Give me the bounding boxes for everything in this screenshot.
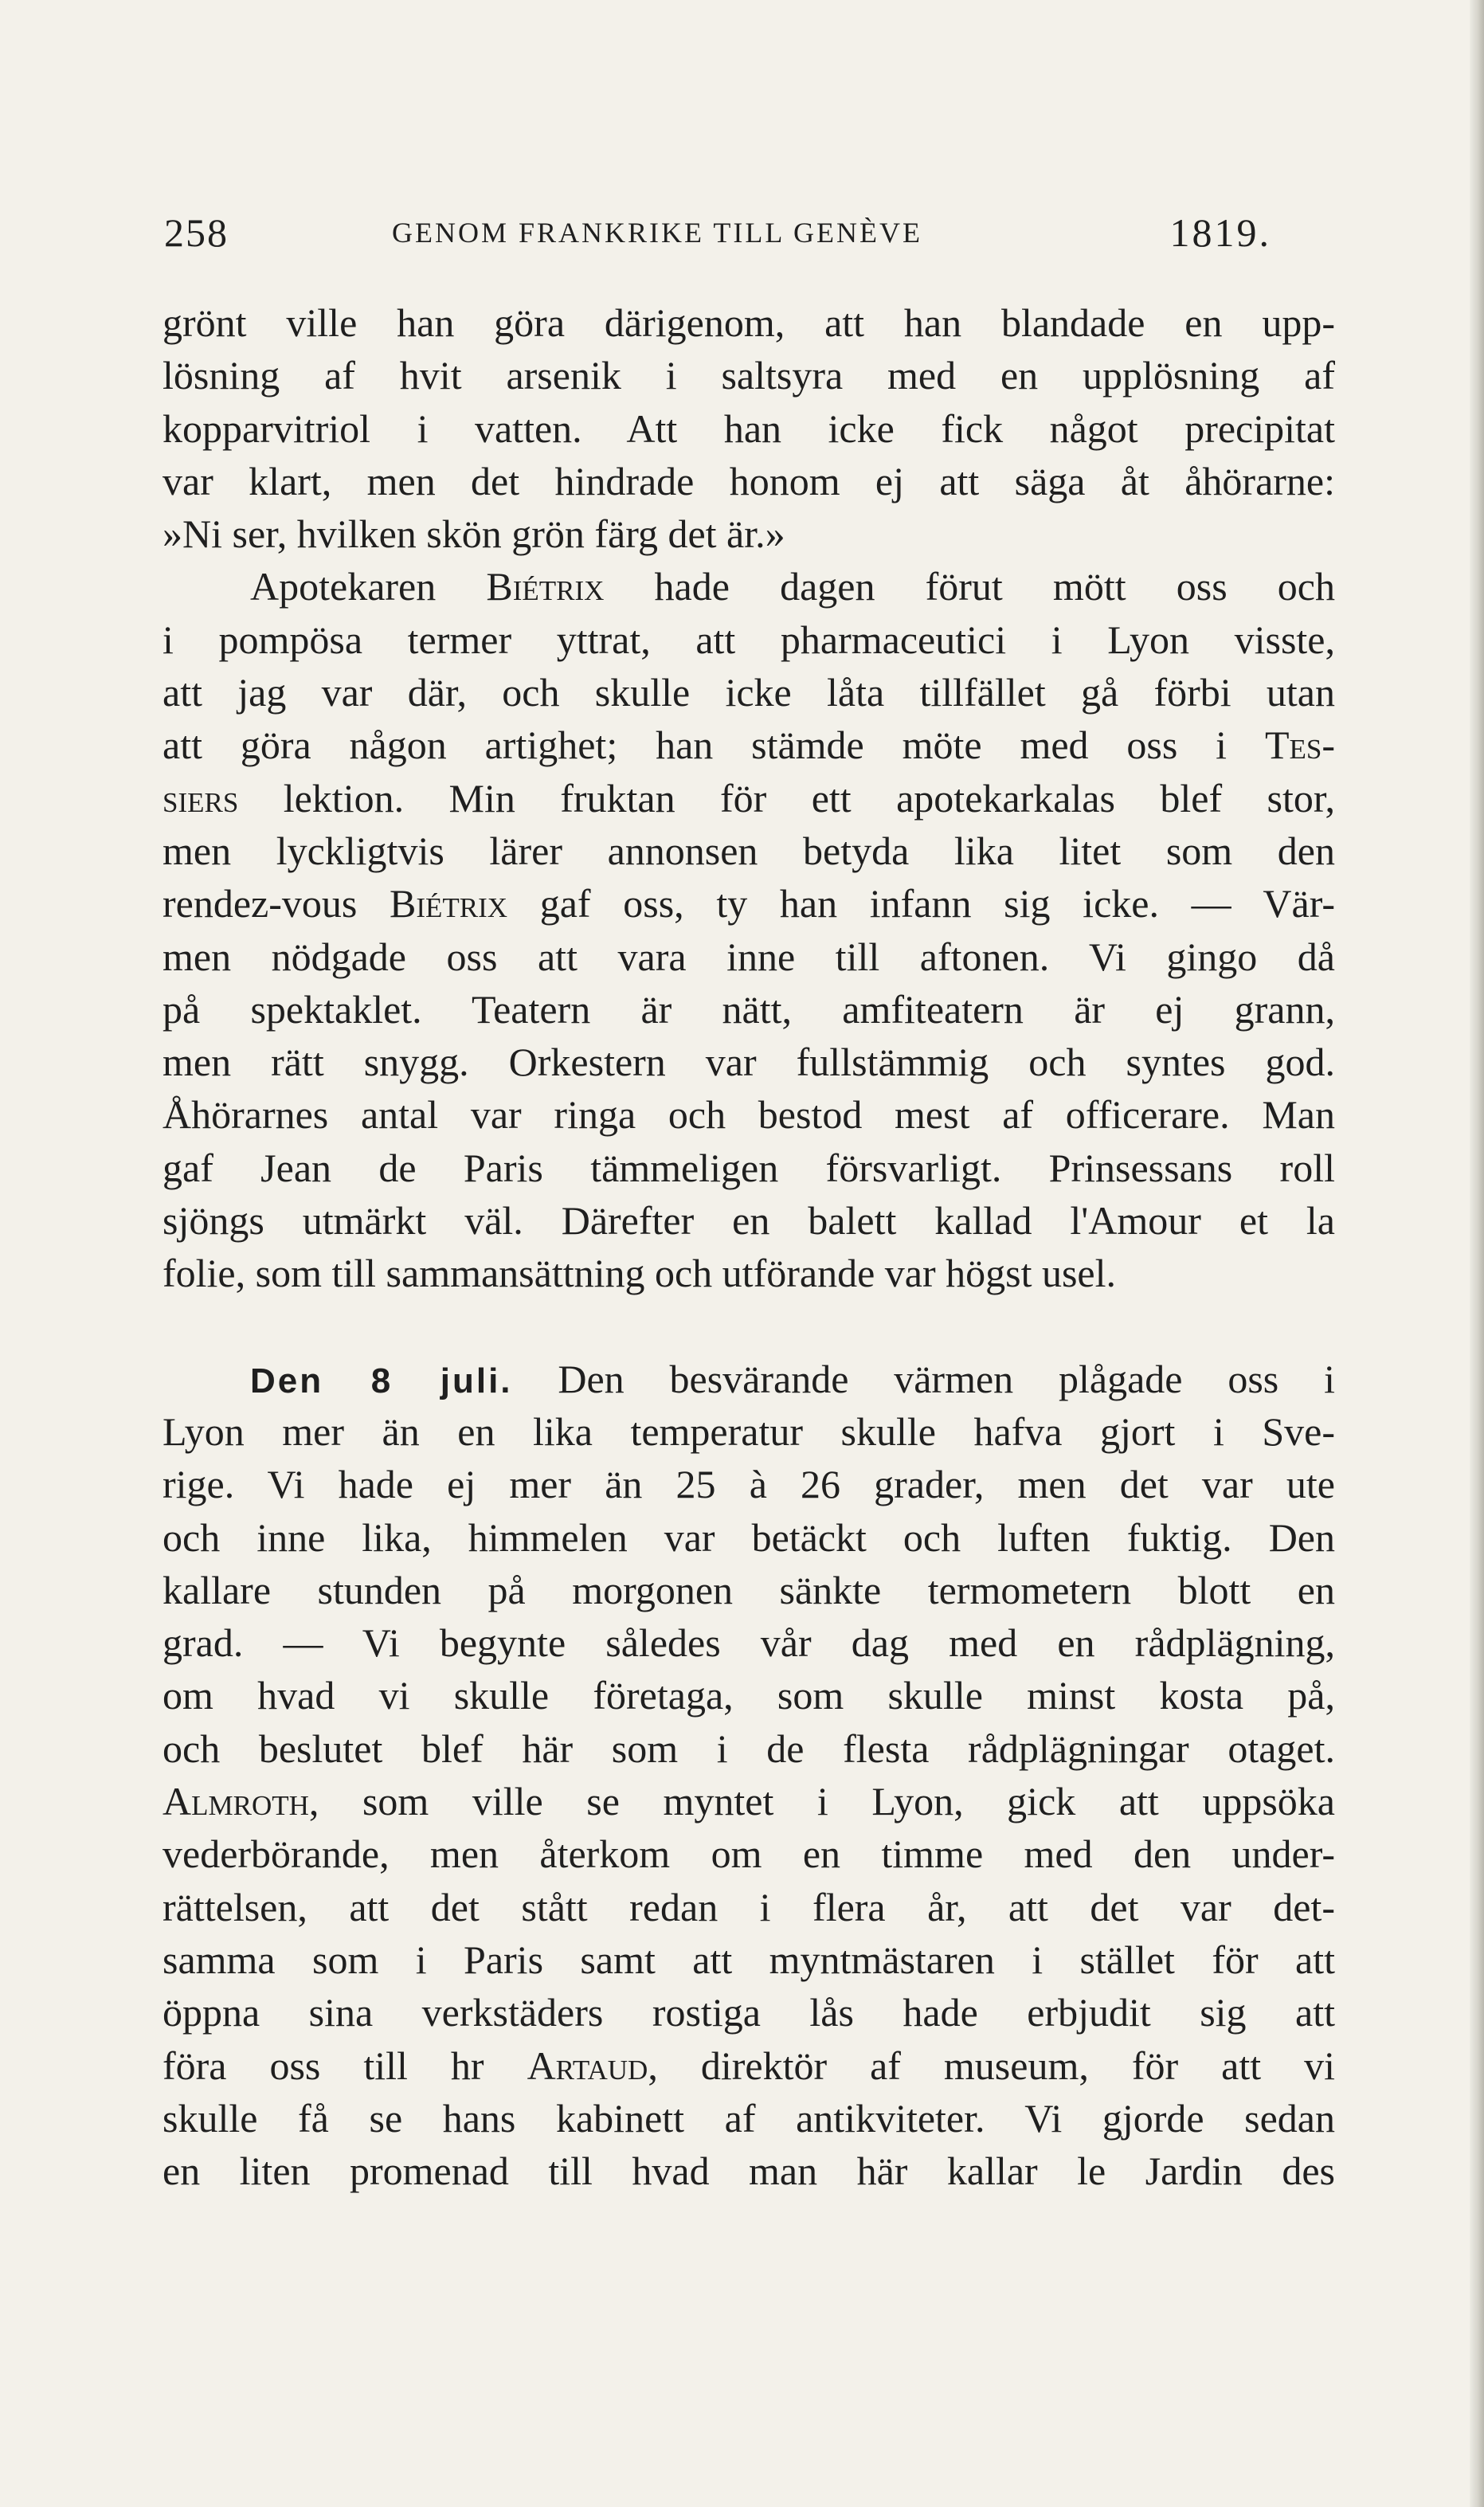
text-line: men rätt snygg. Orkestern var fullstämmig och syntes god. xyxy=(162,1040,1335,1085)
text-line xyxy=(162,772,1335,825)
text-line: om hvad vi skulle företaga, som skulle minst kosta på, xyxy=(162,1673,1335,1718)
person-name: siers xyxy=(162,775,239,821)
text-line: och inne lika, himmelen var betäckt och luften fuktig. Den xyxy=(162,1514,1335,1560)
text-line xyxy=(162,560,1335,613)
text-line: öppna sina verkstäders rostiga lås hade erbjudit sig att xyxy=(162,1990,1335,2035)
running-header xyxy=(164,209,1335,257)
text-line: kallare stunden på morgonen sänkte termometern blott en xyxy=(162,1567,1335,1612)
text-span: Den besvärande värmen plågade oss i xyxy=(512,1356,1335,1401)
body-text xyxy=(162,296,1335,2197)
text-line: en liten promenad till hvad man här kallar le Jardin des xyxy=(162,2149,1335,2194)
text-line: att jag var där, och skulle icke låta tillfället gå förbi utan xyxy=(162,670,1335,715)
text-span: föra oss till hr xyxy=(162,2043,527,2088)
running-title: GENOM FRANKRIKE TILL GENÈVE xyxy=(392,217,922,249)
person-name: Tes- xyxy=(1264,723,1335,768)
text-line xyxy=(162,1775,1335,1827)
page-edge-shadow xyxy=(1470,0,1484,2507)
text-line: Åhörarnes antal var ringa och bestod mest af officerare. Man xyxy=(162,1092,1335,1138)
text-line: samma som i Paris samt att myntmästaren i stället för att xyxy=(162,1937,1335,1982)
paragraph xyxy=(162,560,1335,1299)
text-line: i pompösa termer yttrat, att pharmaceutici i Lyon visste, xyxy=(162,617,1335,662)
text-line: rättelsen, att det stått redan i flera år, att det var det- xyxy=(162,1884,1335,1929)
text-line: »Ni ser, hvilken skön grön färg det är.» xyxy=(162,511,785,557)
text-span: hade dagen förut mött oss och xyxy=(604,564,1335,609)
text-line: var klart, men det hindrade honom ej att säga åt åhörarne: xyxy=(162,458,1335,503)
text-line: kopparvitriol i vatten. Att han icke fick något precipitat xyxy=(162,405,1335,451)
person-name: Almroth xyxy=(162,1779,309,1824)
text-line: lösning af hvit arsenik i saltsyra med en upplösning af xyxy=(162,353,1335,398)
paragraph xyxy=(162,1353,1335,2198)
text-span: rendez-vous xyxy=(162,881,390,926)
running-year: 1819. xyxy=(1169,210,1271,255)
text-line xyxy=(162,719,1335,771)
entry-date: Den 8 juli. xyxy=(250,1361,513,1400)
text-span: att göra någon artighet; han stämde möte med oss i xyxy=(162,723,1265,768)
paragraph xyxy=(162,296,1335,560)
text-line: vederbörande, men återkom om en timme med den under- xyxy=(162,1831,1335,1877)
text-line: rige. Vi hade ej mer än 25 à 26 grader, men det var ute xyxy=(162,1462,1335,1507)
text-span: Apotekaren xyxy=(250,564,487,609)
text-line: grönt ville han göra därigenom, att han blandade en upp- xyxy=(162,300,1335,345)
text-line: grad. — Vi begynte således vår dag med en rådplägning, xyxy=(162,1620,1335,1666)
text-line: skulle få se hans kabinett af antikviteter. Vi gjorde sedan xyxy=(162,2095,1335,2141)
person-name: Artaud xyxy=(527,2043,648,2088)
text-line xyxy=(162,877,1335,930)
person-name: Biétrix xyxy=(390,881,508,926)
text-line: folie, som till sammansättning och utförande var högst usel. xyxy=(162,1251,1116,1296)
text-span: gaf oss, ty han infann sig icke. — Vär- xyxy=(507,881,1335,926)
text-line: gaf Jean de Paris tämmeligen försvarligt. Prinsessans roll xyxy=(162,1145,1335,1190)
text-line: Lyon mer än en lika temperatur skulle hafva gjort i Sve- xyxy=(162,1408,1335,1454)
text-span: , direktör af museum, för att vi xyxy=(648,2043,1335,2088)
text-line xyxy=(162,2039,1335,2092)
text-line: sjöngs utmärkt väl. Därefter en balett kallad l'Amour et la xyxy=(162,1198,1335,1244)
text-line xyxy=(162,1353,1335,1405)
text-span: , som ville se myntet i Lyon, gick att uppsöka xyxy=(308,1779,1335,1824)
text-line: men lyckligtvis lärer annonsen betyda lika litet som den xyxy=(162,828,1335,873)
text-line: men nödgade oss att vara inne till aftonen. Vi gingo då xyxy=(162,934,1335,979)
text-line: på spektaklet. Teatern är nätt, amfiteatern är ej grann, xyxy=(162,986,1335,1032)
person-name: Biétrix xyxy=(486,564,605,609)
page-number: 258 xyxy=(164,210,229,255)
text-span: lektion. Min fruktan för ett apotekarkalas blef stor, xyxy=(238,775,1335,821)
paragraph-gap xyxy=(162,1300,1335,1353)
text-line: och beslutet blef här som i de flesta rådplägningar otaget. xyxy=(162,1726,1335,1771)
